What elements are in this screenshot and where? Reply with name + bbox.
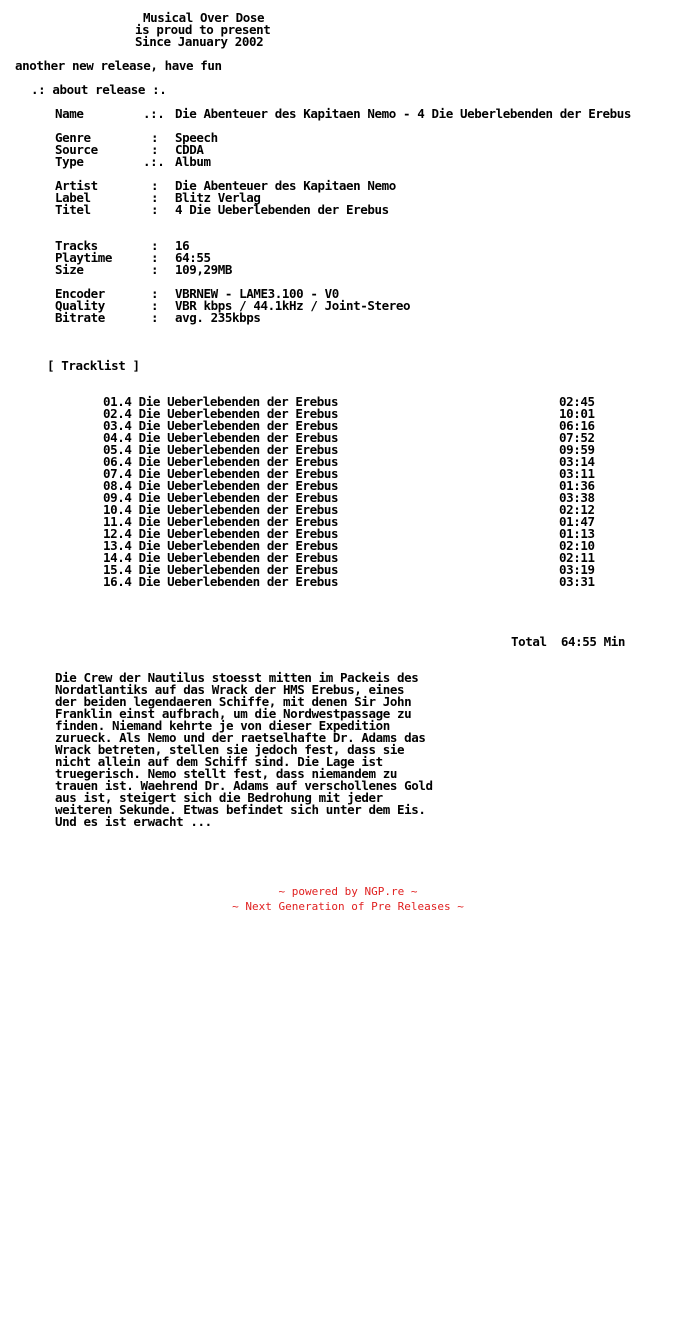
track-duration: 02:45 <box>559 394 595 409</box>
description-line: truegerisch. Nemo stellt fest, dass niemandem zu <box>55 766 398 781</box>
info-value-bitrate: avg. 235kbps <box>175 310 261 325</box>
track-duration: 02:11 <box>559 550 595 565</box>
info-value-type: Album <box>175 154 211 169</box>
info-label-bitrate: Bitrate <box>55 310 105 325</box>
description-line: Wrack betreten, stellen sie jedoch fest, dass sie <box>55 742 405 757</box>
track-title: 11.4 Die Ueberlebenden der Erebus <box>103 514 339 529</box>
info-label-size: Size <box>55 262 84 277</box>
description-line: trauen ist. Waehrend Dr. Adams auf verschollenes Gold <box>55 778 433 793</box>
info-sep-tracks: : <box>151 238 159 253</box>
since-line: Since January 2002 <box>135 34 264 49</box>
description-line: zurueck. Als Nemo und der raetselhafte Dr. Adams das <box>55 730 426 745</box>
track-title: 15.4 Die Ueberlebenden der Erebus <box>103 562 339 577</box>
track-title: 14.4 Die Ueberlebenden der Erebus <box>103 550 339 565</box>
track-duration: 10:01 <box>559 406 595 421</box>
track-duration: 01:36 <box>559 478 595 493</box>
info-sep-encoder: : <box>151 286 159 301</box>
info-value-artist: Die Abenteuer des Kapitaen Nemo <box>175 178 396 193</box>
track-duration: 06:16 <box>559 418 595 433</box>
description-line: Nordatlantiks auf das Wrack der HMS Erebus, eines <box>55 682 405 697</box>
track-title: 13.4 Die Ueberlebenden der Erebus <box>103 538 339 553</box>
description-line: der beiden legendaeren Schiffe, mit denen Sir John <box>55 694 412 709</box>
presents-line: is proud to present <box>135 22 271 37</box>
track-duration: 03:31 <box>559 574 595 589</box>
info-label-genre: Genre <box>55 130 91 145</box>
info-value-source: CDDA <box>175 142 204 157</box>
track-title: 04.4 Die Ueberlebenden der Erebus <box>103 430 339 445</box>
info-sep-name: .:. <box>143 106 165 121</box>
description-line: Die Crew der Nautilus stoesst mitten im Packeis des <box>55 670 419 685</box>
track-duration: 03:14 <box>559 454 595 469</box>
description-line: Franklin einst aufbrach, um die Nordwestpassage zu <box>55 706 412 721</box>
info-value-size: 109,29MB <box>175 262 233 277</box>
track-duration: 03:19 <box>559 562 595 577</box>
info-sep-label: : <box>151 190 159 205</box>
tagline: another new release, have fun <box>15 58 222 73</box>
info-value-name: Die Abenteuer des Kapitaen Nemo - 4 Die Ueberlebenden der Erebus <box>175 106 632 121</box>
info-label-tracks: Tracks <box>55 238 98 253</box>
info-value-quality: VBR kbps / 44.1kHz / Joint-Stereo <box>175 298 411 313</box>
info-sep-bitrate: : <box>151 310 159 325</box>
info-label-playtime: Playtime <box>55 250 113 265</box>
info-sep-titel: : <box>151 202 159 217</box>
track-duration: 03:11 <box>559 466 595 481</box>
description-line: Und es ist erwacht ... <box>55 814 212 829</box>
track-duration: 03:38 <box>559 490 595 505</box>
track-title: 03.4 Die Ueberlebenden der Erebus <box>103 418 339 433</box>
info-value-tracks: 16 <box>175 238 190 253</box>
track-duration: 07:52 <box>559 430 595 445</box>
track-duration: 09:59 <box>559 442 595 457</box>
info-sep-quality: : <box>151 298 159 313</box>
info-label-quality: Quality <box>55 298 105 313</box>
description-line: finden. Niemand kehrte je von dieser Expedition <box>55 718 390 733</box>
description-line: aus ist, steigert sich die Bedrohung mit jeder <box>55 790 383 805</box>
track-duration: 01:13 <box>559 526 595 541</box>
info-sep-artist: : <box>151 178 159 193</box>
info-label-source: Source <box>55 142 98 157</box>
info-value-playtime: 64:55 <box>175 250 211 265</box>
track-title: 01.4 Die Ueberlebenden der Erebus <box>103 394 339 409</box>
track-duration: 02:12 <box>559 502 595 517</box>
track-title: 05.4 Die Ueberlebenden der Erebus <box>103 442 339 457</box>
footer-tagline: ~ Next Generation of Pre Releases ~ <box>232 900 464 913</box>
info-sep-genre: : <box>151 130 159 145</box>
total-playtime: Total 64:55 Min <box>511 634 626 649</box>
info-label-artist: Artist <box>55 178 98 193</box>
info-sep-source: : <box>151 142 159 157</box>
track-duration: 02:10 <box>559 538 595 553</box>
about-heading: .: about release :. <box>31 82 167 97</box>
info-label-encoder: Encoder <box>55 286 105 301</box>
info-value-titel: 4 Die Ueberlebenden der Erebus <box>175 202 389 217</box>
info-sep-playtime: : <box>151 250 159 265</box>
description-line: nicht allein auf dem Schiff sind. Die Lage ist <box>55 754 383 769</box>
tracklist-heading: [ Tracklist ] <box>47 358 140 373</box>
track-title: 06.4 Die Ueberlebenden der Erebus <box>103 454 339 469</box>
track-row <box>103 576 623 588</box>
footer-powered-by: ~ powered by NGP.re ~ <box>278 885 418 898</box>
info-value-label: Blitz Verlag <box>175 190 261 205</box>
track-duration: 01:47 <box>559 514 595 529</box>
track-title: 10.4 Die Ueberlebenden der Erebus <box>103 502 339 517</box>
info-sep-size: : <box>151 262 159 277</box>
info-label-name: Name <box>55 106 84 121</box>
info-value-genre: Speech <box>175 130 218 145</box>
info-value-encoder: VBRNEW - LAME3.100 - V0 <box>175 286 339 301</box>
info-label-label: Label <box>55 190 91 205</box>
info-label-type: Type <box>55 154 84 169</box>
track-title: 02.4 Die Ueberlebenden der Erebus <box>103 406 339 421</box>
track-title: 12.4 Die Ueberlebenden der Erebus <box>103 526 339 541</box>
info-label-titel: Titel <box>55 202 91 217</box>
track-title: 08.4 Die Ueberlebenden der Erebus <box>103 478 339 493</box>
track-title: 09.4 Die Ueberlebenden der Erebus <box>103 490 339 505</box>
info-sep-type: .:. <box>143 154 165 169</box>
track-title: 16.4 Die Ueberlebenden der Erebus <box>103 574 339 589</box>
group-name: Musical Over Dose <box>143 10 265 25</box>
description-line: weiteren Sekunde. Etwas befindet sich unter dem Eis. <box>55 802 426 817</box>
track-title: 07.4 Die Ueberlebenden der Erebus <box>103 466 339 481</box>
